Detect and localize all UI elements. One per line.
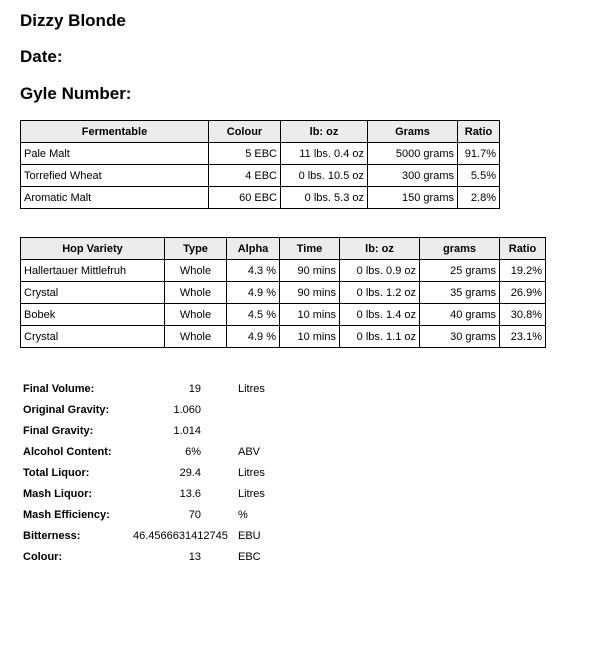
col-header-time: Time <box>280 238 340 260</box>
hop-lb-oz: 0 lbs. 1.1 oz <box>340 326 420 348</box>
summary-label: Original Gravity: <box>23 403 110 416</box>
summary-label: Mash Efficiency: <box>23 509 110 522</box>
table-row <box>21 143 500 165</box>
summary-unit: EBC <box>238 551 261 564</box>
fermentable-ratio: 5.5% <box>458 165 500 187</box>
col-header-hop-variety: Hop Variety <box>21 238 165 260</box>
summary-row-original-gravity <box>23 399 265 420</box>
table-row <box>21 187 500 209</box>
summary-unit: ABV <box>238 445 261 458</box>
summary-row-mash-efficiency <box>23 505 265 526</box>
fermentable-colour: 5 EBC <box>209 143 281 165</box>
col-header-ratio: Ratio <box>458 121 500 143</box>
summary-value: 46.4566631412745 <box>133 530 228 543</box>
fermentable-ratio: 2.8% <box>458 187 500 209</box>
fermentable-grams: 150 grams <box>368 187 458 209</box>
hop-type: Whole <box>165 304 227 326</box>
summary-value: 1.060 <box>173 403 201 416</box>
hop-variety: Crystal <box>21 282 165 304</box>
summary-value: 13 <box>188 551 201 564</box>
hop-alpha: 4.9 % <box>227 282 280 304</box>
hops-table <box>20 237 546 348</box>
hop-type: Whole <box>165 326 227 348</box>
hop-alpha: 4.3 % <box>227 260 280 282</box>
hop-ratio: 19.2% <box>500 260 546 282</box>
summary-unit: % <box>238 509 248 522</box>
fermentable-name: Torrefied Wheat <box>21 165 209 187</box>
summary-label: Final Gravity: <box>23 424 94 437</box>
hop-alpha: 4.5 % <box>227 304 280 326</box>
fermentable-grams: 5000 grams <box>368 143 458 165</box>
summary-value: 1.014 <box>173 424 201 437</box>
col-header-grams: grams <box>420 238 500 260</box>
page-title: Dizzy Blonde <box>20 11 126 30</box>
hop-grams: 40 grams <box>420 304 500 326</box>
hops-header-row <box>21 238 546 260</box>
summary-value: 6% <box>185 445 201 458</box>
fermentable-name: Pale Malt <box>21 143 209 165</box>
summary-row-final-volume <box>23 378 265 399</box>
summary-unit: EBU <box>238 530 261 543</box>
col-header-type: Type <box>165 238 227 260</box>
col-header-fermentable: Fermentable <box>21 121 209 143</box>
hop-ratio: 30.8% <box>500 304 546 326</box>
table-row <box>21 304 546 326</box>
col-header-grams: Grams <box>368 121 458 143</box>
hop-lb-oz: 0 lbs. 1.2 oz <box>340 282 420 304</box>
summary-value: 19 <box>188 382 201 395</box>
fermentable-colour: 4 EBC <box>209 165 281 187</box>
summary-label: Final Volume: <box>23 382 95 395</box>
fermentable-grams: 300 grams <box>368 165 458 187</box>
hop-variety: Bobek <box>21 304 165 326</box>
hop-time: 10 mins <box>280 326 340 348</box>
hop-time: 90 mins <box>280 282 340 304</box>
summary-label: Mash Liquor: <box>23 488 93 501</box>
summary-label: Colour: <box>23 551 63 564</box>
col-header-lb-oz: lb: oz <box>281 121 368 143</box>
col-header-ratio: Ratio <box>500 238 546 260</box>
hop-lb-oz: 0 lbs. 0.9 oz <box>340 260 420 282</box>
summary-row-bitterness <box>23 526 265 547</box>
table-row <box>21 326 546 348</box>
hop-grams: 35 grams <box>420 282 500 304</box>
hop-lb-oz: 0 lbs. 1.4 oz <box>340 304 420 326</box>
summary-row-mash-liquor <box>23 483 265 504</box>
hop-time: 90 mins <box>280 260 340 282</box>
hop-grams: 30 grams <box>420 326 500 348</box>
summary-row-final-gravity <box>23 420 265 441</box>
hop-variety: Hallertauer Mittlefruh <box>21 260 165 282</box>
col-header-alpha: Alpha <box>227 238 280 260</box>
summary-row-total-liquor <box>23 462 265 483</box>
summary-unit: Litres <box>238 382 265 395</box>
fermentable-lb-oz: 0 lbs. 10.5 oz <box>281 165 368 187</box>
summary-value: 70 <box>188 509 201 522</box>
hop-grams: 25 grams <box>420 260 500 282</box>
hop-type: Whole <box>165 260 227 282</box>
fermentable-name: Aromatic Malt <box>21 187 209 209</box>
hop-variety: Crystal <box>21 326 165 348</box>
table-row <box>21 260 546 282</box>
summary-row-alcohol-content <box>23 441 265 462</box>
col-header-colour: Colour <box>209 121 281 143</box>
summary-label: Alcohol Content: <box>23 445 112 458</box>
hop-ratio: 26.9% <box>500 282 546 304</box>
hop-type: Whole <box>165 282 227 304</box>
fermentables-header-row <box>21 121 500 143</box>
fermentable-ratio: 91.7% <box>458 143 500 165</box>
fermentable-lb-oz: 11 lbs. 0.4 oz <box>281 143 368 165</box>
col-header-lb-oz: lb: oz <box>340 238 420 260</box>
date-label: Date: <box>20 47 63 66</box>
summary-value: 13.6 <box>179 488 201 501</box>
summary-label: Total Liquor: <box>23 466 90 479</box>
hop-ratio: 23.1% <box>500 326 546 348</box>
summary-unit: Litres <box>238 488 265 501</box>
fermentables-table <box>20 120 500 209</box>
fermentable-lb-oz: 0 lbs. 5.3 oz <box>281 187 368 209</box>
hop-time: 10 mins <box>280 304 340 326</box>
summary-section <box>23 378 265 568</box>
table-row <box>21 282 546 304</box>
summary-value: 29.4 <box>179 466 201 479</box>
summary-label: Bitterness: <box>23 530 81 543</box>
table-row <box>21 165 500 187</box>
summary-row-colour <box>23 547 265 568</box>
gyle-number-label: Gyle Number: <box>20 84 132 103</box>
fermentable-colour: 60 EBC <box>209 187 281 209</box>
hop-alpha: 4.9 % <box>227 326 280 348</box>
summary-unit: Litres <box>238 466 265 479</box>
